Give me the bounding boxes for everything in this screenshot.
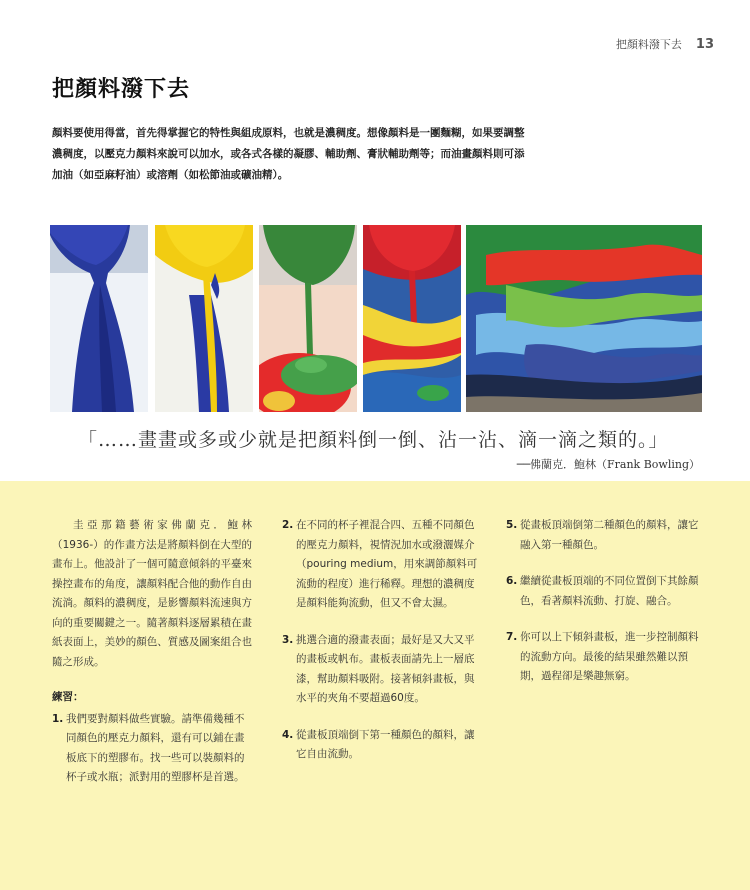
step-text: 從畫板頂端倒下第一種顏色的顏料，讓它自由流動。 [296, 728, 475, 760]
photo-blue-pour [50, 225, 148, 412]
page-title: 把顏料潑下去 [52, 77, 191, 102]
running-title: 把顏料潑下去 [615, 38, 682, 51]
step-number: 3. [282, 633, 294, 646]
step-number: 7. [506, 631, 518, 643]
photo-strip [50, 225, 702, 412]
step-text: 我們要對顏料做些實驗。請準備幾種不同顏色的壓克力顏料，還有可以鋪在畫板底下的塑膠布。找一些可以裝顏料的杯子或水瓶；派對用的塑膠杯是首選。 [66, 712, 245, 783]
intro-paragraph: 顏料要使用得當，首先得掌握它的特性與組成原料，也就是濃稠度。想像顏料是一團麵糊，如果要調整濃稠度，以壓克力顏料來說可以加水，或各式各樣的凝膠、輔助劑、膏狀輔助劑等；而油畫顏料則可添加油（如亞麻籽油）或溶劑（如松節油或礦油精）。 [52, 127, 525, 181]
photo-red-pour [363, 225, 461, 412]
column-2 [282, 516, 478, 782]
step-1 [52, 710, 252, 788]
step-number: 4. [282, 728, 294, 741]
step-text: 繼續從畫板頂端的不同位置倒下其餘顏色，看著顏料流動、打旋、融合。 [520, 575, 699, 607]
column-3 [506, 516, 702, 704]
step-5 [506, 516, 702, 555]
column-1 [52, 516, 252, 805]
step-3 [282, 631, 478, 709]
exercise-heading: 練習： [52, 691, 84, 703]
step-text: 從畫板頂端倒第二種顏色的顏料，讓它融入第一種顏色。 [520, 519, 699, 551]
step-4 [282, 726, 478, 765]
photo-green-pour [259, 225, 357, 412]
step-text: 在不同的杯子裡混合四、五種不同顏色的壓克力顏料，視情況加水或潑灑媒介（pouring medium，用來調節顏料可流動的程度）進行稀釋。理想的濃稠度是顏料能夠流動，但又不會太濕。 [296, 519, 478, 609]
step-7 [506, 628, 702, 687]
photo-paint-board [466, 225, 702, 412]
pull-quote: 「……畫畫或多或少就是把顏料倒一倒、沾一沾、滴一滴之類的。」 [78, 429, 669, 451]
step-text: 挑選合適的潑畫表面；最好是又大又平的畫板或帆布。畫板表面請先上一層底漆，幫助顏料吸附。接著傾斜畫板，與水平的夾角不要超過60度。 [296, 633, 475, 704]
step-number: 1. [52, 712, 64, 725]
photo-yellow-blue-pour [155, 225, 253, 412]
running-head [616, 36, 714, 52]
step-6 [506, 572, 702, 611]
step-number: 6. [506, 575, 518, 587]
step-text: 你可以上下傾斜畫板，進一步控制顏料的流動方向。最後的結果雖然難以預期，過程卻是樂趣無窮。 [520, 631, 699, 682]
step-number: 5. [506, 519, 518, 531]
quote-attribution: ──佛蘭克．鮑林（Frank Bowling） [516, 458, 700, 471]
body-paragraph: 圭亞那籍藝術家佛蘭克．鮑林（1936-）的作畫方法是將顏料倒在大型的畫布上。他設計了一個可隨意傾斜的平臺來操控畫布的角度，讓顏料配合他的動作自由流淌。顏料的濃稠度，是影響顏料流速與方向的重要關鍵之一。隨著顏料逐層累積在畫紙表面上，美妙的顏色、質感及圖案組合也隨之形成。 [52, 519, 252, 668]
step-number: 2. [282, 519, 294, 531]
step-2 [282, 516, 478, 614]
page-number: 13 [695, 37, 714, 52]
